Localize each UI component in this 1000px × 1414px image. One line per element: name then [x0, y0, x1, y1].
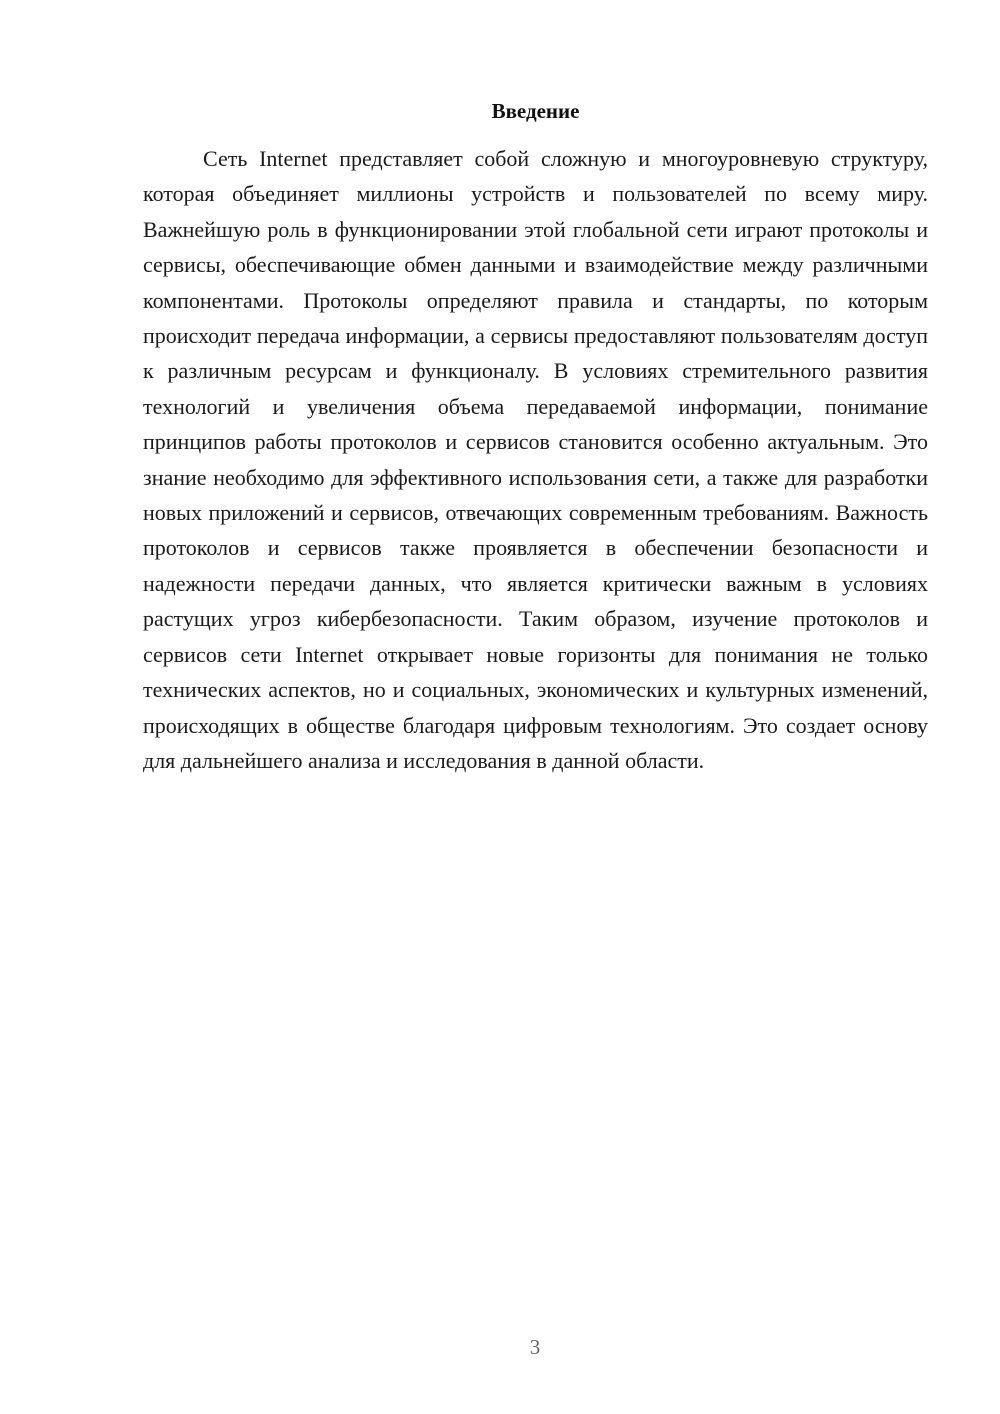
- section-heading: Введение: [491, 99, 580, 123]
- page-number: 3: [529, 1335, 541, 1359]
- body-paragraph: Сеть Internet представляет собой сложную и многоуровневую структуру, которая объединяет миллионы устройств и пользователей по всему миру. Важнейшую роль в функционировании этой глобальной сети играют протоколы и сервисы, обеспечивающие обмен данными и взаимодействие между различными компонентами. Протоколы определяют правила и стандарты, по которым происходит передача информации, а сервисы предоставляют пользователям доступ к различным ресурсам и функционалу. В условиях стремительного развития технологий и увеличения объема передаваемой информации, понимание принципов работы протоколов и сервисов становится особенно актуальным. Это знание необходимо для эффективного использования сети, а также для разработки новых приложений и сервисов, отвечающих современным требованиям. Важность протоколов и сервисов также проявляется в обеспечении безопасности и надежности передачи данных, что является критически важным в условиях растущих угроз кибербезопасности. Таким образом, изучение протоколов и сервисов сети Internet открывает новые горизонты для понимания не только технических аспектов, но и социальных, экономических и культурных изменений, происходящих в обществе благодаря цифровым технологиям. Это создает основу для дальнейшего анализа и исследования в данной области.: [143, 146, 928, 773]
